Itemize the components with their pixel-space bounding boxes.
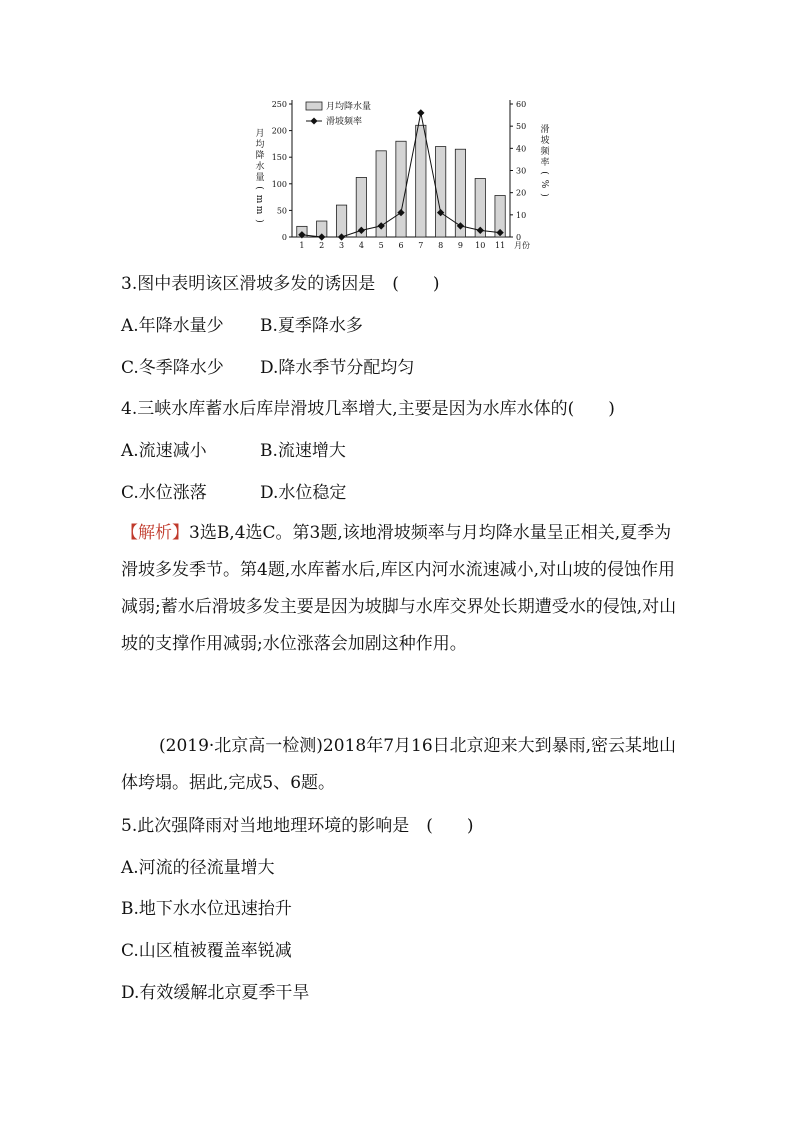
legend-bar-label: 月均降水量 — [326, 102, 372, 112]
left-axis-title: ( — [254, 186, 264, 190]
right-tick-label: 60 — [516, 100, 527, 109]
legend-line-label: 滑坡频率 — [326, 117, 363, 127]
bar-precipitation — [396, 141, 406, 237]
x-tick-label: 3 — [338, 241, 345, 250]
right-axis-title: 滑 — [540, 125, 550, 135]
left-axis-title: 降 — [255, 151, 265, 161]
x-unit-label: 月份 — [514, 241, 530, 250]
question-3-option-c[interactable]: C.冬季降水少 — [121, 358, 224, 378]
x-tick-label: 10 — [475, 241, 486, 250]
chart-canvas — [240, 92, 560, 262]
left-axis-title: 量 — [255, 173, 265, 183]
right-axis-title: 率 — [540, 158, 550, 168]
analysis-tag: 【解析】 — [121, 523, 189, 543]
right-axis-title: 坡 — [540, 136, 550, 146]
bar-precipitation — [416, 125, 426, 237]
question-4-stem: 4.三峡水库蓄水后库岸滑坡几率增大,主要是因为水库水体的( ) — [121, 399, 615, 419]
question-3-option-d[interactable]: D.降水季节分配均匀 — [260, 358, 415, 378]
right-tick-label: 50 — [516, 122, 527, 132]
question-4-option-a[interactable]: A.流速减小 — [121, 441, 207, 461]
x-tick-label: 4 — [358, 241, 364, 250]
question-3-options-row-1 — [121, 316, 363, 336]
left-axis-title: ) — [254, 219, 264, 223]
left-tick-label: 0 — [281, 233, 287, 242]
question-5-option-d[interactable]: D.有效缓解北京夏季干旱 — [121, 983, 310, 1003]
x-tick-label: 1 — [299, 241, 305, 250]
landslide-marker — [417, 109, 424, 116]
right-tick-label: 20 — [516, 188, 527, 198]
question-5-stem: 5.此次强降雨对当地地理环境的影响是 ( ) — [121, 816, 474, 836]
left-tick-label: 100 — [271, 179, 287, 189]
right-axis-title: ) — [539, 193, 549, 197]
right-tick-label: 30 — [516, 166, 527, 176]
question-3-option-a[interactable]: A.年降水量少 — [121, 316, 224, 336]
left-axis-title: m — [254, 194, 264, 204]
intro-paragraph: (2019·北京高一检测)2018年7月16日北京迎来大到暴雨,密云某地山体垮塌。据此,完成5、6题。 — [121, 736, 677, 793]
left-axis-title: 均 — [255, 140, 265, 150]
left-tick-label: 250 — [271, 100, 287, 109]
x-tick-label: 2 — [319, 241, 325, 250]
right-axis-title: ( — [539, 171, 549, 175]
question-4-option-c[interactable]: C.水位涨落 — [121, 483, 207, 503]
analysis-paragraph — [121, 515, 681, 663]
left-axis-title: m — [254, 205, 264, 215]
question-4-options-row-2 — [121, 483, 346, 503]
analysis-text: 3选B,4选C。第3题,该地滑坡频率与月均降水量呈正相关,夏季为滑坡多发季节。第4题,水库蓄水后,库区内河水流速减小,对山坡的侵蚀作用减弱;蓄水后滑坡多发主要是因为坡脚与水库交界处长期遭受水的侵蚀,对山坡的支撑作用减弱;水位涨落会加剧这种作用。 — [121, 523, 677, 654]
left-tick-label: 150 — [271, 153, 287, 163]
right-tick-label: 10 — [516, 210, 527, 220]
bar-precipitation — [336, 205, 346, 237]
right-axis-title: 频 — [540, 147, 550, 157]
right-tick-label: 0 — [516, 233, 522, 242]
x-tick-label: 5 — [378, 241, 384, 250]
question-4-options-row-1 — [121, 441, 346, 461]
precipitation-landslide-chart — [240, 92, 560, 262]
question-4-option-b[interactable]: B.流速增大 — [260, 441, 346, 461]
bar-precipitation — [435, 147, 445, 237]
x-tick-label: 6 — [398, 241, 404, 250]
x-tick-label: 7 — [418, 241, 424, 250]
question-3-stem: 3.图中表明该区滑坡多发的诱因是 ( ) — [121, 274, 440, 294]
left-tick-label: 200 — [271, 126, 287, 136]
right-axis-title: % — [539, 179, 549, 189]
x-tick-label: 11 — [494, 241, 506, 250]
x-tick-label: 8 — [438, 241, 444, 250]
left-axis-title: 水 — [255, 162, 265, 172]
legend-bar-swatch — [306, 102, 322, 110]
question-5-option-c[interactable]: C.山区植被覆盖率锐减 — [121, 941, 292, 961]
question-5-option-a[interactable]: A.河流的径流量增大 — [121, 858, 275, 878]
x-tick-label: 9 — [457, 241, 464, 250]
left-tick-label: 50 — [276, 206, 287, 216]
question-3-options-row-2 — [121, 358, 414, 378]
question-4-option-d[interactable]: D.水位稳定 — [260, 483, 347, 503]
right-tick-label: 40 — [516, 144, 527, 154]
left-axis-title: 月 — [255, 129, 265, 139]
question-3-option-b[interactable]: B.夏季降水多 — [260, 316, 363, 336]
question-5-option-b[interactable]: B.地下水水位迅速抬升 — [121, 899, 292, 919]
legend-line-marker — [310, 117, 317, 124]
